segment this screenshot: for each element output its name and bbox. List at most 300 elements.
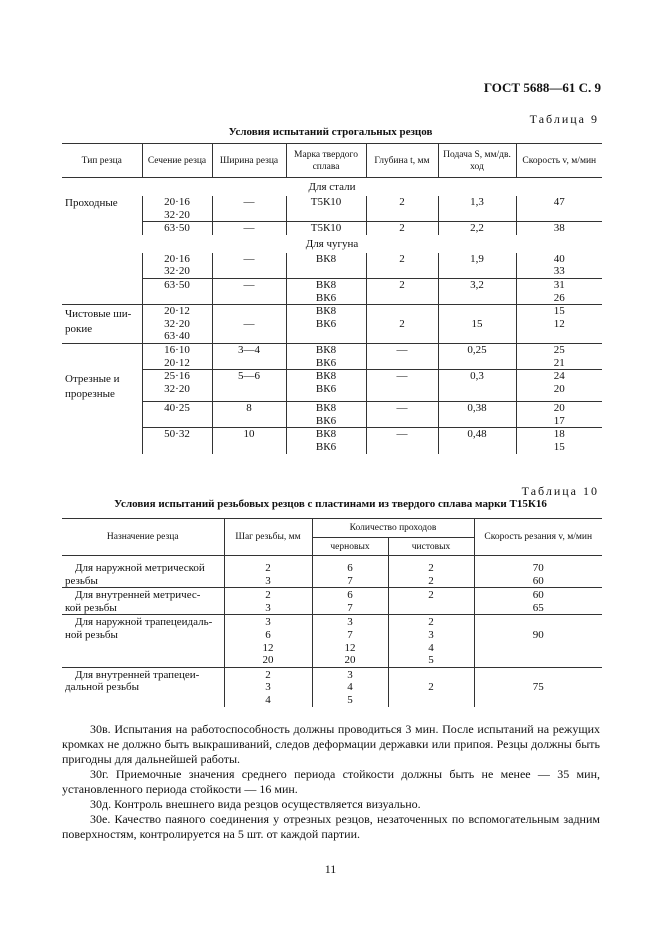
t9-depth-value: 2	[399, 196, 405, 208]
t9-section-value: 20·12	[164, 305, 190, 318]
t10-pitch	[224, 615, 312, 667]
t9-width-lines	[216, 344, 283, 357]
t9-section	[142, 278, 212, 304]
t10-finish-value	[392, 669, 471, 682]
t10-finish-lines	[392, 669, 471, 694]
t9-grade	[286, 428, 366, 454]
t9-section	[142, 196, 212, 222]
t9-grade-value: ВК6	[315, 440, 337, 453]
t10-finish	[388, 556, 474, 588]
t10-speed-lines	[478, 616, 600, 641]
section-steel-row	[62, 178, 602, 197]
table9	[62, 143, 602, 454]
t9-speed-value: 25	[553, 343, 565, 356]
table10	[62, 518, 602, 707]
t9-speed-value: 21	[553, 356, 565, 369]
t9-feed-value: 15	[471, 317, 483, 330]
t9-section-value: 16·10	[164, 343, 190, 356]
paragraph-30g: 30г. Приемочные значения среднего периода стойкости должны быть не менее — 35 мин, установленного периода стойкости — 16 мин.	[62, 767, 600, 796]
t9-section-value: 63·50	[164, 222, 190, 235]
t9-depth-value	[370, 305, 435, 318]
t9-grade-lines	[290, 253, 363, 266]
t9-feed-value: 1,3	[470, 196, 484, 208]
t9-feed-lines	[442, 344, 513, 357]
t9-speed	[516, 370, 602, 402]
t10-finish-value	[392, 602, 471, 615]
t9-depth-lines	[370, 344, 435, 357]
t10-rough-lines	[316, 616, 385, 666]
t10-speed	[474, 615, 602, 667]
t9-feed	[438, 428, 516, 454]
t9-row	[62, 305, 602, 344]
t9-speed	[516, 278, 602, 304]
t9-grade-value: ВК6	[315, 291, 337, 304]
t10-pitch-lines	[228, 562, 309, 587]
t9-row	[62, 343, 602, 369]
t9-speed-lines	[520, 402, 600, 427]
t10-finish-lines	[392, 589, 471, 614]
t9-grade-lines	[290, 279, 363, 304]
t9-depth-lines	[370, 196, 435, 209]
t9-speed-lines	[520, 370, 600, 395]
t9-speed	[516, 253, 602, 279]
t9-width	[212, 343, 286, 369]
t10-purpose: Для наружной трапецеидаль- ной резьбы	[62, 615, 224, 667]
t10-rough	[312, 588, 388, 615]
t9-width-lines	[216, 222, 283, 235]
t9-row	[62, 196, 602, 222]
t9-speed-value: 15	[553, 440, 565, 453]
table9-title: Условия испытаний строгальных резцов	[228, 126, 433, 138]
t9-width-lines	[216, 253, 283, 266]
t9-grade	[286, 196, 366, 222]
t9-width	[212, 402, 286, 428]
t9-speed-lines	[520, 253, 600, 278]
t9-feed	[438, 370, 516, 402]
t9-depth-value: —	[396, 428, 408, 441]
t10-purpose: Для внутренней трапецеи- дальной резьбы	[65, 668, 200, 694]
table9-header-row	[62, 144, 602, 178]
t9-speed-lines	[520, 196, 600, 209]
t9-type	[62, 253, 142, 279]
t10-rough-value: 3	[347, 668, 353, 681]
t10-pitch-value: 3	[265, 616, 271, 629]
section-iron-row	[62, 235, 602, 253]
t9-section	[142, 305, 212, 344]
t9-type	[62, 428, 142, 454]
t9-feed-lines	[442, 305, 513, 330]
t9-width-lines	[216, 196, 283, 209]
t9-row	[62, 278, 602, 304]
t10-finish-value: 2	[428, 574, 434, 587]
t9-speed-value: 20	[553, 382, 565, 395]
t9-width-value: 10	[243, 428, 255, 441]
t9-section-value: 32·20	[164, 208, 190, 221]
text-paragraphs	[62, 722, 600, 842]
t9-speed	[516, 428, 602, 454]
t9-width-value: —	[243, 222, 255, 235]
t10-speed-value	[478, 616, 600, 629]
t9-section	[142, 253, 212, 279]
t9-depth-value: —	[396, 370, 408, 383]
t10-pitch-value: 4	[265, 693, 271, 706]
t10-pitch-value: 2	[265, 668, 271, 681]
t9-speed-lines	[520, 305, 600, 330]
t10-pitch-lines	[228, 589, 309, 614]
t9-feed	[438, 222, 516, 235]
t9-width	[212, 428, 286, 454]
t9-grade-value: ВК6	[315, 382, 337, 395]
t9-type	[62, 402, 142, 428]
t9-speed	[516, 196, 602, 222]
t9-grade	[286, 278, 366, 304]
t10-pitch-value: 6	[265, 628, 271, 641]
t10-pitch	[224, 667, 312, 706]
t9-feed-lines	[442, 222, 513, 235]
t9-section-value: 40·25	[164, 402, 190, 415]
t9-speed	[516, 222, 602, 235]
t10-speed-lines	[478, 669, 600, 694]
t9-section-lines	[146, 402, 209, 415]
t9-speed-value: 40	[553, 252, 565, 265]
section-iron: Для чугуна	[305, 237, 359, 250]
t10-rough-lines	[316, 589, 385, 614]
t9-section-lines	[146, 279, 209, 292]
t9-grade-lines	[290, 428, 363, 453]
t9-grade-value: ВК8	[315, 305, 337, 318]
t9-grade-lines	[290, 305, 363, 330]
t10-rough-value: 7	[347, 574, 353, 587]
t9-feed	[438, 305, 516, 344]
t9-speed-lines	[520, 428, 600, 453]
t9-feed-lines	[442, 253, 513, 266]
t9-feed-lines	[442, 402, 513, 415]
t9-depth-lines	[370, 305, 435, 330]
t9-width	[212, 196, 286, 222]
t10-speed-value: 70	[532, 562, 544, 574]
t9-feed-value: 0,48	[467, 428, 487, 441]
t9-feed	[438, 402, 516, 428]
t9-col-6: Скорость v, м/мин	[516, 144, 602, 178]
t10-speed	[474, 588, 602, 615]
t9-depth-value: 2	[399, 278, 405, 291]
t9-depth	[366, 196, 438, 222]
t10-finish	[388, 588, 474, 615]
t9-depth-value: 2	[399, 222, 405, 235]
t9-depth-value: 2	[399, 252, 405, 265]
t9-row	[62, 402, 602, 428]
t10-col-speed: Скорость резания v, м/мин	[474, 519, 602, 556]
t9-row	[62, 428, 602, 454]
t9-feed-lines	[442, 196, 513, 209]
t9-depth	[366, 402, 438, 428]
t9-speed	[516, 343, 602, 369]
t9-section-lines	[146, 222, 209, 235]
t9-width-value: —	[243, 252, 255, 265]
t9-col-2: Ширина резца	[212, 144, 286, 178]
t10-finish-value: 2	[428, 681, 434, 694]
t10-rough	[312, 615, 388, 667]
t10-finish-value: 5	[428, 654, 434, 667]
t9-grade-lines	[290, 196, 363, 209]
paragraph-30d: 30д. Контроль внешнего вида резцов осуществляется визуально.	[90, 797, 421, 811]
t10-rough-value: 3	[347, 616, 353, 629]
t9-width-value: —	[243, 196, 255, 208]
t9-speed-value: 47	[553, 196, 565, 208]
t9-depth-value: —	[396, 343, 408, 356]
t9-section	[142, 222, 212, 235]
paragraph-30v: 30в. Испытания на работоспособность должны проводиться 3 мин. После испытаний на режущих кромках не должно быть выкрашиваний, следов деформации державки или припоя. Резцы должны быть пригодны для дальнейшей работы.	[62, 722, 600, 766]
t10-speed-value: 75	[532, 681, 544, 694]
t9-type	[62, 343, 142, 369]
t9-section-lines	[146, 196, 209, 221]
t9-section-lines	[146, 253, 209, 278]
t9-section-value: 25·16	[164, 370, 190, 383]
t9-grade-value: ВК8	[315, 343, 337, 356]
t9-col-1: Сечение резца	[142, 144, 212, 178]
t10-purpose: Для внутренней метричес- кой резьбы	[62, 588, 224, 615]
t10-finish	[388, 667, 474, 706]
t9-depth	[366, 278, 438, 304]
t9-feed-lines	[442, 428, 513, 441]
t9-row	[62, 222, 602, 235]
t10-rough-value: 6	[347, 562, 353, 574]
t9-grade	[286, 370, 366, 402]
t9-width-lines	[216, 305, 283, 330]
t9-section	[142, 343, 212, 369]
t9-feed-lines	[442, 370, 513, 383]
t10-finish-value: 2	[428, 562, 434, 574]
t9-width-value: 3—4	[238, 343, 260, 356]
t9-section-value: 32·20	[164, 317, 190, 330]
t9-grade	[286, 305, 366, 344]
t10-rough-value: 7	[347, 601, 353, 614]
t9-width-value	[216, 305, 283, 318]
t10-finish-value: 4	[428, 641, 434, 654]
t9-section-value: 20·16	[164, 196, 190, 208]
t10-speed-lines	[478, 562, 600, 587]
t10-finish-lines	[392, 562, 471, 587]
t9-width-lines	[216, 428, 283, 441]
t10-rough-value: 4	[347, 681, 353, 694]
t10-speed-value: 60	[532, 589, 544, 602]
t10-col-finish: чистовых	[388, 538, 474, 556]
t10-pitch-value: 3	[265, 681, 271, 694]
t9-feed	[438, 253, 516, 279]
t9-width	[212, 305, 286, 344]
t9-speed-value: 18	[553, 428, 565, 441]
t9-grade	[286, 402, 366, 428]
t10-speed-value: 90	[532, 628, 544, 641]
t9-width-value: —	[243, 317, 255, 330]
t10-speed-lines	[478, 589, 600, 614]
t10-pitch-lines	[228, 616, 309, 666]
t9-feed	[438, 196, 516, 222]
t9-feed-value	[442, 305, 513, 318]
t10-pitch	[224, 556, 312, 588]
t9-feed	[438, 343, 516, 369]
table10-caption: Таблица 10	[521, 484, 599, 498]
t9-grade-value: ВК8	[315, 428, 337, 441]
t9-section-value: 32·20	[164, 265, 190, 278]
t9-depth	[366, 253, 438, 279]
t9-depth	[366, 222, 438, 235]
t9-grade-value: ВК6	[315, 414, 337, 427]
t9-depth-value: 2	[399, 317, 405, 330]
t10-pitch-value: 3	[265, 601, 271, 614]
t9-depth	[366, 370, 438, 402]
t10-finish-value: 2	[428, 589, 434, 602]
t10-pitch-value: 20	[262, 654, 274, 667]
t9-feed-value: 3,2	[470, 278, 484, 291]
t10-row	[62, 667, 602, 706]
t9-feed-value: 0,25	[467, 343, 487, 356]
t9-type	[62, 278, 142, 304]
t9-width	[212, 278, 286, 304]
t9-grade-value: ВК8	[315, 370, 337, 383]
t9-speed-value: 31	[553, 278, 565, 291]
t9-speed-lines	[520, 222, 600, 235]
t9-feed	[438, 278, 516, 304]
t9-speed	[516, 402, 602, 428]
t9-depth-lines	[370, 428, 435, 441]
t9-grade-value: ВК8	[315, 252, 337, 265]
t9-section-value: 20·16	[164, 252, 190, 265]
t9-grade	[286, 253, 366, 279]
t9-grade-lines	[290, 344, 363, 369]
t9-width-value: —	[243, 278, 255, 291]
t10-rough-value: 20	[344, 654, 356, 667]
t10-speed-value: 60	[532, 574, 544, 587]
table9-caption: Таблица 9	[529, 112, 599, 126]
t9-width-lines	[216, 402, 283, 415]
t9-width-value: 8	[246, 402, 252, 415]
t10-finish-value: 2	[428, 616, 434, 629]
t9-depth-lines	[370, 253, 435, 266]
t10-pitch-value: 3	[265, 574, 271, 587]
t10-finish	[388, 615, 474, 667]
document-header: ГОСТ 5688—61 С. 9	[483, 80, 601, 95]
t9-feed-value: 2,2	[470, 222, 484, 235]
t9-speed-value: 12	[553, 317, 565, 330]
t9-speed-value: 15	[553, 305, 565, 318]
t9-section	[142, 402, 212, 428]
t9-grade-value: Т5К10	[310, 222, 342, 235]
t9-speed-value: 17	[553, 414, 565, 427]
t10-purpose: Для наружной метрической резьбы	[62, 556, 224, 588]
t10-pitch-value: 12	[262, 641, 274, 654]
page-number: 11	[324, 862, 337, 876]
section-steel: Для стали	[308, 181, 356, 193]
t10-pitch-value: 2	[265, 589, 271, 602]
t9-depth-lines	[370, 370, 435, 383]
t9-feed-lines	[442, 279, 513, 292]
t9-width-lines	[216, 370, 283, 383]
t9-width-value: 5—6	[238, 370, 260, 383]
t9-grade	[286, 222, 366, 235]
t9-row	[62, 370, 602, 402]
t9-type: Проходные	[65, 197, 118, 209]
t9-section-value: 63·50	[164, 278, 190, 291]
t9-section	[142, 370, 212, 402]
t9-feed-value: 0,38	[467, 402, 487, 415]
t9-depth	[366, 305, 438, 344]
t9-grade-lines	[290, 370, 363, 395]
t9-grade	[286, 343, 366, 369]
t9-grade-value: ВК6	[315, 356, 337, 369]
t9-section-lines	[146, 428, 209, 441]
t9-speed-value: 24	[553, 370, 565, 383]
t10-speed	[474, 556, 602, 588]
t9-row	[62, 253, 602, 279]
t9-depth-value: —	[396, 402, 408, 415]
t9-speed	[516, 305, 602, 344]
t9-speed-lines	[520, 344, 600, 369]
t10-col-pitch: Шаг резьбы, мм	[224, 519, 312, 556]
t10-col-purpose: Назначение резца	[62, 519, 224, 556]
t9-depth-lines	[370, 402, 435, 415]
t9-speed-value: 26	[553, 291, 565, 304]
t9-section-value: 20·12	[164, 356, 190, 369]
t9-feed-value: 1,9	[470, 252, 484, 265]
t10-rough	[312, 667, 388, 706]
t10-row	[62, 615, 602, 667]
t9-grade-value: ВК8	[315, 402, 337, 415]
t10-rough-value: 12	[344, 641, 356, 654]
t9-depth-lines	[370, 222, 435, 235]
t9-col-4: Глубина t, мм	[366, 144, 438, 178]
t9-section-lines	[146, 344, 209, 369]
t9-grade-value: ВК6	[315, 317, 337, 330]
t10-rough-value: 6	[347, 589, 353, 602]
table10-title: Условия испытаний резьбовых резцов с пластинами из твердого сплава марки Т15К16	[114, 498, 547, 510]
t9-type	[62, 222, 142, 235]
t10-pitch	[224, 588, 312, 615]
paragraph-30e: 30е. Качество паяного соединения у отрезных резцов, незаточенных по вспомогательным задним поверхностям, контролируется на 5 шт. от каждой партии.	[62, 812, 600, 841]
t10-col-rough: черновых	[312, 538, 388, 556]
t9-width-lines	[216, 279, 283, 292]
t9-feed-value: 0,3	[470, 370, 484, 383]
t9-width	[212, 222, 286, 235]
t9-depth	[366, 343, 438, 369]
t9-section	[142, 428, 212, 454]
t10-rough	[312, 556, 388, 588]
t9-section-value: 32·20	[164, 382, 190, 395]
t10-rough-value: 7	[347, 628, 353, 641]
t9-depth-lines	[370, 279, 435, 292]
t9-col-5: Подача S, мм/дв. ход	[438, 144, 516, 178]
t10-pitch-value: 2	[265, 562, 271, 574]
t10-rough-lines	[316, 669, 385, 707]
t9-section-lines	[146, 305, 209, 343]
t9-section-lines	[146, 370, 209, 395]
t9-speed-value: 33	[553, 265, 565, 278]
t9-width	[212, 370, 286, 402]
t10-speed-value: 65	[532, 601, 544, 614]
t10-speed	[474, 667, 602, 706]
t9-speed-value: 20	[553, 402, 565, 415]
t9-type: Чистовые ши- рокие	[62, 305, 142, 344]
t10-pitch-lines	[228, 669, 309, 707]
t10-col-passes: Количество проходов	[312, 519, 474, 538]
t9-type: Отрезные и прорезные	[65, 372, 120, 400]
t9-section-value: 63·40	[164, 330, 190, 343]
t9-grade-lines	[290, 222, 363, 235]
t10-row	[62, 556, 602, 588]
t9-grade-value: ВК8	[315, 278, 337, 291]
t9-speed-lines	[520, 279, 600, 304]
t9-grade-lines	[290, 402, 363, 427]
